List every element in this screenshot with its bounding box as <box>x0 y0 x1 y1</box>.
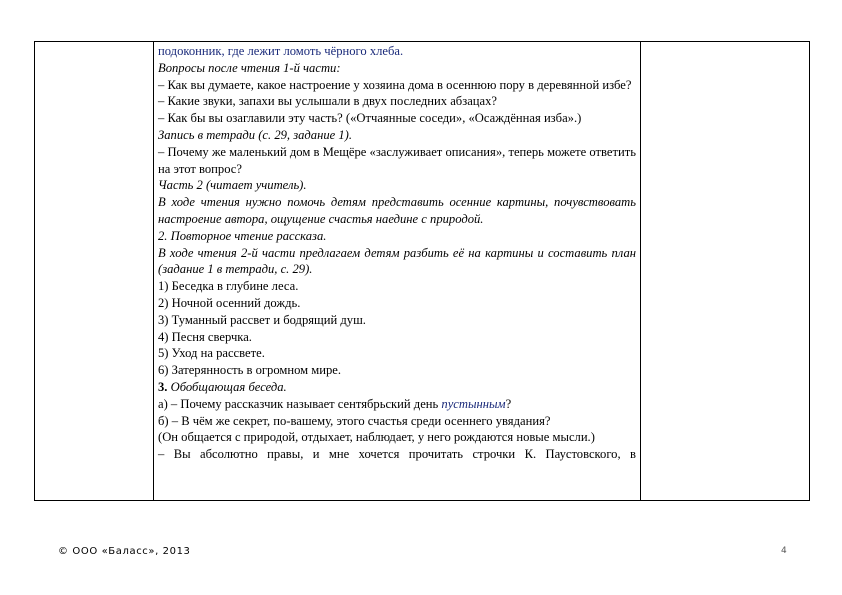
question-b: б) – В чём же секрет, по-вашему, этого счастья среди осеннего увядания? <box>158 413 551 428</box>
text-line: – Как вы думаете, какое настроение у хозяина дома в осеннюю пору в деревянной избе? <box>158 77 632 92</box>
text-line: Запись в тетради (с. 29, задание 1). <box>158 127 353 142</box>
lesson-table <box>34 41 810 501</box>
text-line: 6) Затерянность в огромном мире. <box>158 363 342 378</box>
question-a: а) – Почему рассказчик называет сентябрьский день пустынным? <box>158 396 512 411</box>
page-number: 4 <box>781 546 787 556</box>
text-line: – Какие звуки, запахи вы услышали в двух последних абзацах? <box>158 94 497 109</box>
text-line: – Почему же маленький дом в Мещёре «заслуживает описания», теперь можете ответить на этот вопрос? <box>158 144 636 176</box>
column-divider-1 <box>153 42 154 500</box>
text-line: – Как бы вы озаглавили эту часть? («Отчаянные соседи», «Осаждённая изба».) <box>158 111 582 126</box>
text-line: Вопросы после чтения 1-й части: <box>158 60 341 75</box>
teacher-remark: – Вы абсолютно правы, и мне хочется прочитать строчки К. Паустовского, в <box>158 447 636 462</box>
answer-text: (Он общается с природой, отдыхает, наблюдает, у него рождаются новые мысли.) <box>158 430 595 445</box>
lesson-lines <box>158 43 636 379</box>
heading-generalizing-talk: 3. Обобщающая беседа. <box>158 379 287 394</box>
footer-copyright: © ООО «Баласс», 2013 <box>58 546 191 557</box>
text-line: 5) Уход на рассвете. <box>158 346 265 361</box>
column-divider-2 <box>640 42 641 500</box>
text-line: Часть 2 (читает учитель). <box>158 178 307 193</box>
text-line: 1) Беседка в глубине леса. <box>158 279 299 294</box>
text-line: 2) Ночной осенний дождь. <box>158 295 301 310</box>
text-line: 2. Повторное чтение рассказа. <box>158 228 327 243</box>
text-line: 4) Песня сверчка. <box>158 329 252 344</box>
text-line: 3) Туманный рассвет и бодрящий душ. <box>158 312 366 327</box>
text-line: подоконник, где лежит ломоть чёрного хлеба. <box>158 44 404 58</box>
lesson-content-cell <box>158 43 636 463</box>
text-line: В ходе чтения нужно помочь детям представить осенние картины, почувствовать настроение автора, ощущение счастья наедине с природой. <box>158 195 636 226</box>
text-line: В ходе чтения 2-й части предлагаем детям разбить её на картины и составить план (задание 1 в тетради, с. 29). <box>158 245 636 277</box>
